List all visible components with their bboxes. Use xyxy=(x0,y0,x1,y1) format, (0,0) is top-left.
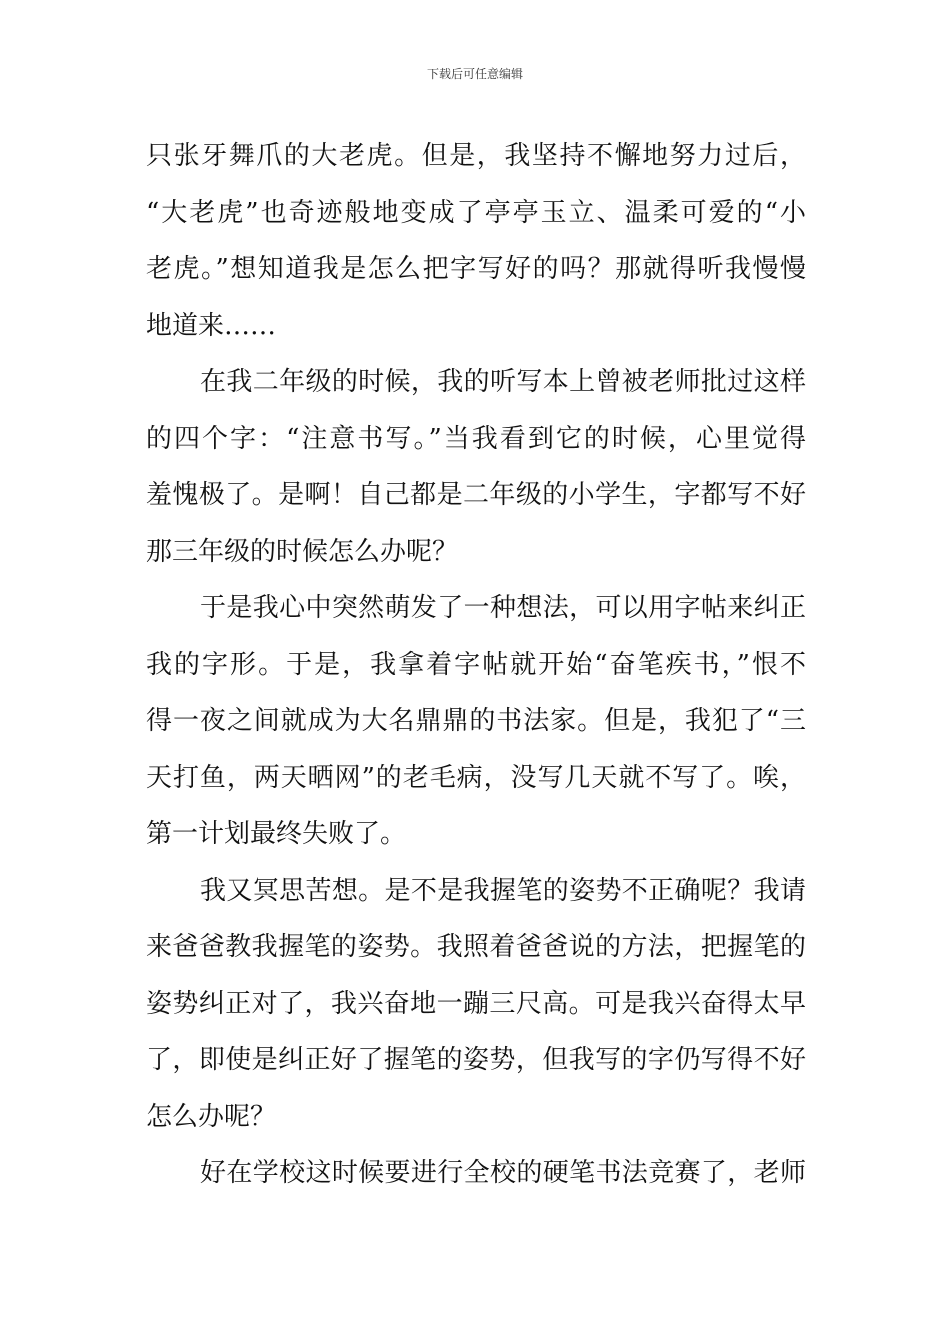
text-line: 我的字形。于是，我拿着字帖就开始“奋笔疾书，”恨不 xyxy=(146,649,806,680)
text-line: 羞愧极了。是啊！自己都是二年级的小学生，字都写不好 xyxy=(146,480,806,510)
text-line: 在我二年级的时候，我的听写本上曾被老师批过这样 xyxy=(200,367,806,397)
text-line: 姿势纠正对了，我兴奋地一蹦三尺高。可是我兴奋得太早 xyxy=(146,988,806,1019)
text-line: 来爸爸教我握笔的姿势。我照着爸爸说的方法，把握笔的 xyxy=(146,932,806,962)
text-line: 于是我心中突然萌发了一种想法，可以用字帖来纠正 xyxy=(200,593,806,623)
text-line: 的四个字：“注意书写。”当我看到它的时候，心里觉得 xyxy=(146,423,806,454)
text-line: 怎么办呢？ xyxy=(146,1101,277,1132)
text-line: 得一夜之间就成为大名鼎鼎的书法家。但是，我犯了“三 xyxy=(146,706,806,736)
body-text xyxy=(146,128,806,1202)
header-note: 下载后可任意编辑 xyxy=(426,67,523,81)
text-line: 只张牙舞爪的大老虎。但是，我坚持不懈地努力过后， xyxy=(146,141,806,171)
text-line: 好在学校这时候要进行全校的硬笔书法竞赛了，老师 xyxy=(200,1158,806,1188)
text-line: “大老虎”也奇迹般地变成了亭亭玉立、温柔可爱的“小 xyxy=(146,197,806,228)
text-line: 老虎。”想知道我是怎么把字写好的吗？那就得听我慢慢 xyxy=(146,254,806,284)
text-line: 那三年级的时候怎么办呢？ xyxy=(146,536,459,567)
text-line: 了，即使是纠正好了握笔的姿势，但我写的字仍写得不好 xyxy=(146,1045,806,1075)
text-line: 天打鱼，两天晒网”的老毛病，没写几天就不写了。唉， xyxy=(146,762,806,793)
text-line: 我又冥思苦想。是不是我握笔的姿势不正确呢？我请 xyxy=(200,875,806,906)
text-line: 地道来…… xyxy=(146,310,277,341)
text-line: 第一计划最终失败了。 xyxy=(146,819,407,849)
